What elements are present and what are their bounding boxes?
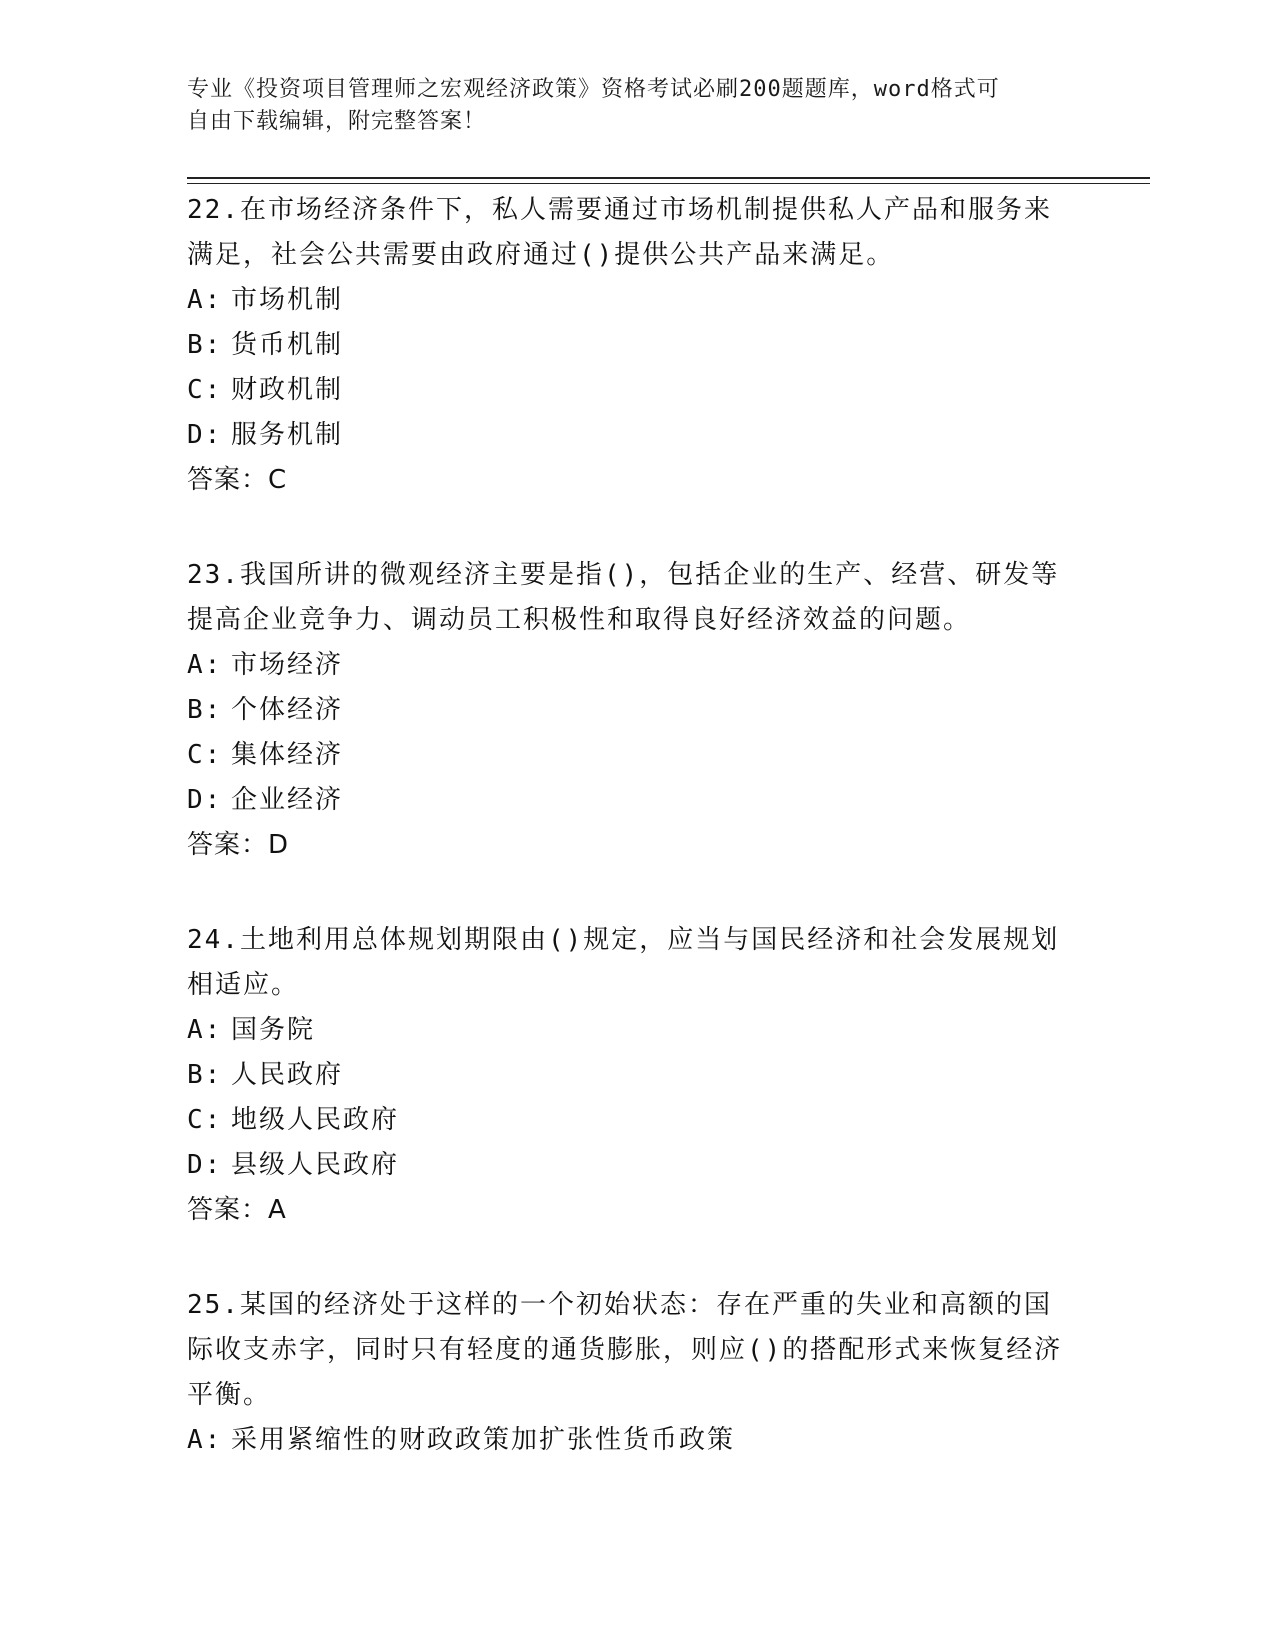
question-stem: 23.我国所讲的微观经济主要是指()，包括企业的生产、经营、研发等提高企业竞争力、调动员工积极性和取得良好经济效益的问题。 — [187, 560, 1060, 635]
option-b — [187, 688, 1067, 733]
option-text: 国务院 — [231, 1015, 316, 1045]
option-key: A: — [187, 1425, 223, 1455]
option-text: 企业经济 — [231, 785, 344, 815]
option-a — [187, 278, 1067, 323]
option-key: C: — [187, 740, 223, 770]
option-d — [187, 413, 1067, 458]
question-stem: 25.某国的经济处于这样的一个初始状态：存在严重的失业和高额的国际收支赤字，同时只有轻度的通货膨胀，则应()的搭配形式来恢复经济平衡。 — [187, 1290, 1063, 1410]
option-text: 集体经济 — [231, 740, 344, 770]
option-text: 财政机制 — [231, 375, 344, 405]
option-text: 县级人民政府 — [231, 1150, 400, 1180]
header-line-1: 专业《投资项目管理师之宏观经济政策》资格考试必刷200题题库，word格式可 — [187, 77, 1000, 102]
header-divider-thick — [187, 177, 1150, 179]
option-text: 采用紧缩性的财政政策加扩张性货币政策 — [231, 1425, 736, 1455]
question-stem: 24.土地利用总体规划期限由()规定，应当与国民经济和社会发展规划相适应。 — [187, 925, 1060, 1000]
question-24 — [187, 918, 1067, 1233]
option-a — [187, 643, 1067, 688]
option-key: C: — [187, 1105, 223, 1135]
answer-line: 答案：C — [187, 465, 288, 495]
question-22 — [187, 188, 1067, 503]
option-key: D: — [187, 1150, 223, 1180]
document-header — [187, 74, 1067, 138]
option-c — [187, 368, 1067, 413]
option-text: 个体经济 — [231, 695, 344, 725]
option-key: B: — [187, 1060, 223, 1090]
option-text: 货币机制 — [231, 330, 344, 360]
question-list — [187, 188, 1067, 1513]
option-key: A: — [187, 650, 223, 680]
option-d — [187, 1143, 1067, 1188]
question-25 — [187, 1283, 1067, 1463]
option-c — [187, 1098, 1067, 1143]
header-divider-thin — [187, 183, 1150, 184]
option-b — [187, 323, 1067, 368]
question-stem: 22.在市场经济条件下，私人需要通过市场机制提供私人产品和服务来满足，社会公共需要由政府通过()提供公共产品来满足。 — [187, 195, 1052, 270]
option-a — [187, 1418, 1067, 1463]
question-23 — [187, 553, 1067, 868]
option-b — [187, 1053, 1067, 1098]
option-text: 市场机制 — [231, 285, 344, 315]
option-key: A: — [187, 1015, 223, 1045]
option-text: 市场经济 — [231, 650, 344, 680]
answer-line: 答案：D — [187, 830, 290, 860]
option-key: D: — [187, 420, 223, 450]
option-key: A: — [187, 285, 223, 315]
option-text: 地级人民政府 — [231, 1105, 400, 1135]
option-d — [187, 778, 1067, 823]
option-c — [187, 733, 1067, 778]
answer-line: 答案：A — [187, 1195, 287, 1225]
option-key: B: — [187, 695, 223, 725]
option-text: 人民政府 — [231, 1060, 344, 1090]
option-key: D: — [187, 785, 223, 815]
header-line-2: 自由下载编辑，附完整答案！ — [187, 109, 487, 134]
option-text: 服务机制 — [231, 420, 344, 450]
option-key: B: — [187, 330, 223, 360]
option-a — [187, 1008, 1067, 1053]
option-key: C: — [187, 375, 223, 405]
